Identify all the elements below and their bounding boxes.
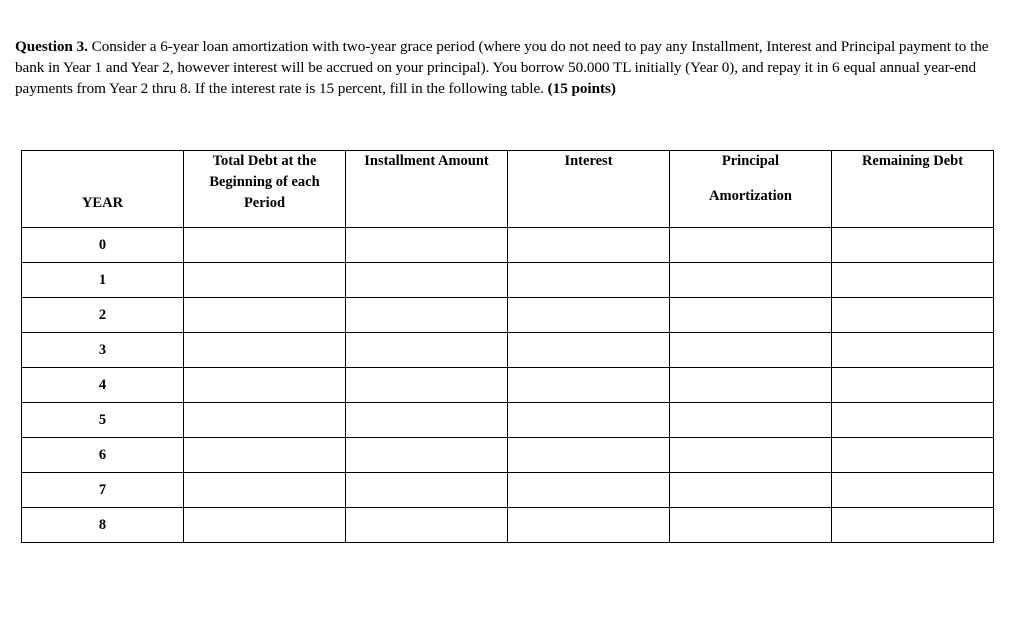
total-debt-cell[interactable] bbox=[184, 473, 346, 508]
total-debt-cell[interactable] bbox=[184, 508, 346, 543]
table-row bbox=[22, 368, 994, 403]
interest-cell[interactable] bbox=[508, 403, 670, 438]
year-cell: 0 bbox=[22, 228, 184, 263]
total-debt-cell[interactable] bbox=[184, 333, 346, 368]
year-cell: 6 bbox=[22, 438, 184, 473]
header-remaining-debt: Remaining Debt bbox=[832, 151, 994, 228]
year-cell: 7 bbox=[22, 473, 184, 508]
remaining-debt-cell[interactable] bbox=[832, 473, 994, 508]
table-row bbox=[22, 438, 994, 473]
principal-amortization-cell[interactable] bbox=[670, 508, 832, 543]
principal-amortization-cell[interactable] bbox=[670, 473, 832, 508]
total-debt-cell[interactable] bbox=[184, 298, 346, 333]
total-debt-cell[interactable] bbox=[184, 228, 346, 263]
table-row bbox=[22, 263, 994, 298]
total-debt-cell[interactable] bbox=[184, 263, 346, 298]
table-row bbox=[22, 333, 994, 368]
interest-cell[interactable] bbox=[508, 298, 670, 333]
total-debt-cell[interactable] bbox=[184, 403, 346, 438]
table-row bbox=[22, 403, 994, 438]
remaining-debt-cell[interactable] bbox=[832, 263, 994, 298]
installment-cell[interactable] bbox=[346, 508, 508, 543]
interest-cell[interactable] bbox=[508, 263, 670, 298]
remaining-debt-cell[interactable] bbox=[832, 403, 994, 438]
interest-cell[interactable] bbox=[508, 333, 670, 368]
total-debt-cell[interactable] bbox=[184, 368, 346, 403]
year-cell: 4 bbox=[22, 368, 184, 403]
remaining-debt-cell[interactable] bbox=[832, 228, 994, 263]
principal-amortization-cell[interactable] bbox=[670, 298, 832, 333]
table-row bbox=[22, 298, 994, 333]
installment-cell[interactable] bbox=[346, 368, 508, 403]
header-principal-amortization bbox=[670, 151, 832, 228]
question-body: Consider a 6-year loan amortization with two-year grace period (where you do not need to pay any Installment, Interest and Principal payment to the bank in Year 1 and Year 2, however interest will be accrued on your principal). You borrow 50.000 TL initially (Year 0), and repay it in 6 equal annual year-end payments from Year 2 thru 8. If the interest rate is 15 percent, fill in the following table. bbox=[15, 38, 989, 97]
header-total-debt-label: Total Debt at the Beginning of each Period bbox=[209, 153, 320, 211]
question-text bbox=[15, 36, 995, 99]
amortization-table bbox=[21, 150, 994, 543]
total-debt-cell[interactable] bbox=[184, 438, 346, 473]
remaining-debt-cell[interactable] bbox=[832, 298, 994, 333]
year-cell: 5 bbox=[22, 403, 184, 438]
year-cell: 3 bbox=[22, 333, 184, 368]
installment-cell[interactable] bbox=[346, 473, 508, 508]
principal-amortization-cell[interactable] bbox=[670, 333, 832, 368]
principal-amortization-cell[interactable] bbox=[670, 403, 832, 438]
header-total-debt bbox=[184, 151, 346, 228]
header-installment: Installment Amount bbox=[346, 151, 508, 228]
remaining-debt-cell[interactable] bbox=[832, 368, 994, 403]
table-row bbox=[22, 508, 994, 543]
question-label: Question 3. bbox=[15, 38, 88, 55]
question-points: (15 points) bbox=[547, 80, 616, 97]
header-year-label: YEAR bbox=[81, 195, 124, 211]
principal-amortization-cell[interactable] bbox=[670, 228, 832, 263]
interest-cell[interactable] bbox=[508, 508, 670, 543]
header-interest: Interest bbox=[508, 151, 670, 228]
header-principal-line1: Principal bbox=[721, 153, 780, 169]
header-year bbox=[22, 151, 184, 228]
table-row bbox=[22, 228, 994, 263]
installment-cell[interactable] bbox=[346, 228, 508, 263]
remaining-debt-cell[interactable] bbox=[832, 438, 994, 473]
year-cell: 8 bbox=[22, 508, 184, 543]
principal-amortization-cell[interactable] bbox=[670, 368, 832, 403]
interest-cell[interactable] bbox=[508, 438, 670, 473]
interest-cell[interactable] bbox=[508, 368, 670, 403]
installment-cell[interactable] bbox=[346, 263, 508, 298]
installment-cell[interactable] bbox=[346, 403, 508, 438]
installment-cell[interactable] bbox=[346, 298, 508, 333]
header-row bbox=[22, 151, 994, 228]
installment-cell[interactable] bbox=[346, 333, 508, 368]
header-principal-line2: Amortization bbox=[709, 188, 792, 204]
table-row bbox=[22, 473, 994, 508]
installment-cell[interactable] bbox=[346, 438, 508, 473]
year-cell: 1 bbox=[22, 263, 184, 298]
interest-cell[interactable] bbox=[508, 228, 670, 263]
principal-amortization-cell[interactable] bbox=[670, 263, 832, 298]
remaining-debt-cell[interactable] bbox=[832, 333, 994, 368]
interest-cell[interactable] bbox=[508, 473, 670, 508]
principal-amortization-cell[interactable] bbox=[670, 438, 832, 473]
remaining-debt-cell[interactable] bbox=[832, 508, 994, 543]
year-cell: 2 bbox=[22, 298, 184, 333]
